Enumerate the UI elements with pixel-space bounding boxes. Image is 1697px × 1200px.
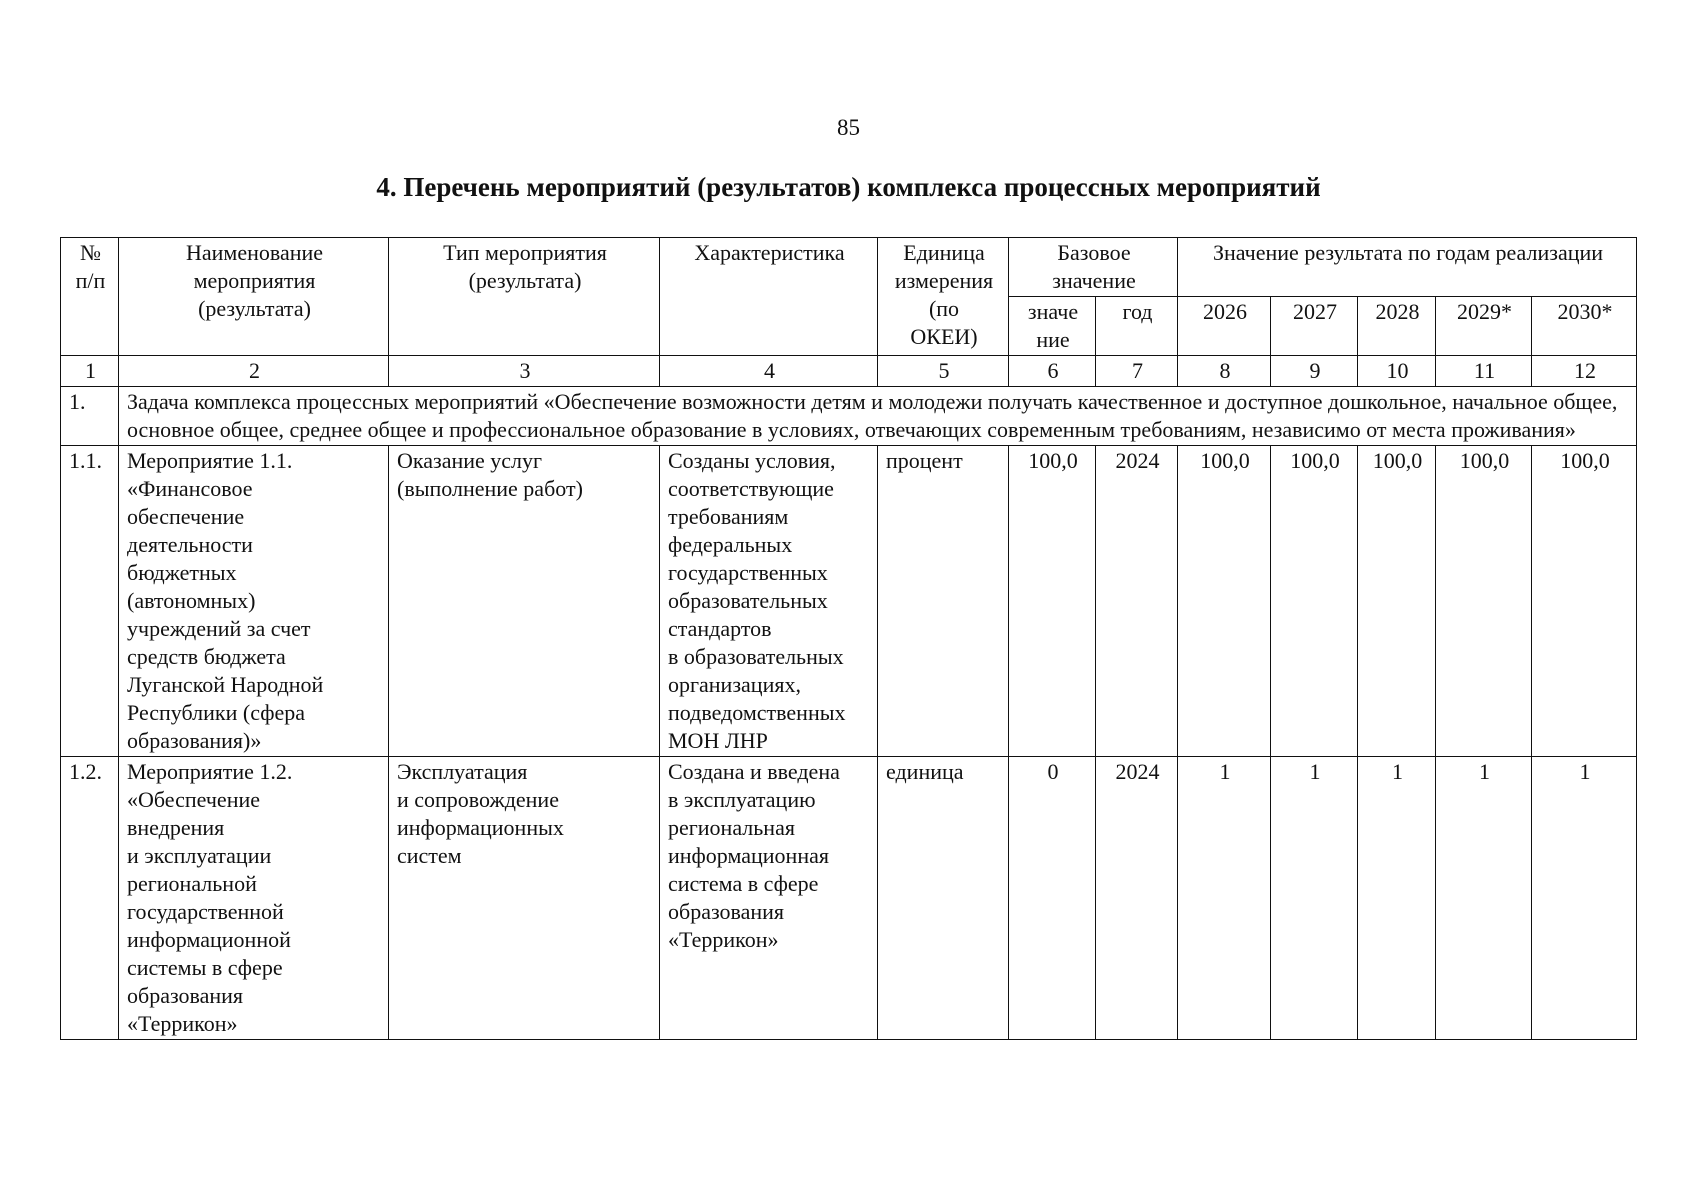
header-year: 2026	[1178, 297, 1271, 356]
page-number: 85	[837, 115, 860, 140]
row-base-year: 2024	[1096, 757, 1178, 1040]
row-characteristic: Создана и введена в эксплуатацию региональная информационная система в сфере образования «Террикон»	[660, 757, 878, 1040]
task-text: Задача комплекса процессных мероприятий «Обеспечение возможности детям и молодежи получать качественное и доступное дошкольное, начальное общее, основное общее, среднее общее и профессиональное образование в условиях, отвечающих современным требованиям, независимо от места проживания»	[119, 387, 1637, 446]
row-type: Оказание услуг (выполнение работ)	[389, 446, 660, 757]
row-year-value: 100,0	[1271, 446, 1358, 757]
header-name: Наименование мероприятия (результата)	[119, 238, 389, 356]
column-number: 3	[389, 356, 660, 387]
column-number: 8	[1178, 356, 1271, 387]
row-year-value: 100,0	[1436, 446, 1532, 757]
row-year-value: 1	[1178, 757, 1271, 1040]
table-row	[61, 446, 1637, 757]
header-num: № п/п	[61, 238, 119, 356]
header-base-year: год	[1096, 297, 1178, 356]
table-row	[61, 757, 1637, 1040]
column-number: 7	[1096, 356, 1178, 387]
column-number: 6	[1009, 356, 1096, 387]
row-num: 1.1.	[61, 446, 119, 757]
header-characteristic: Характеристика	[660, 238, 878, 356]
column-number: 10	[1358, 356, 1436, 387]
row-base-year: 2024	[1096, 446, 1178, 757]
task-row	[61, 387, 1637, 446]
column-number: 12	[1532, 356, 1637, 387]
column-number: 9	[1271, 356, 1358, 387]
row-name: Мероприятие 1.2. «Обеспечение внедрения и эксплуатации региональной государственной информационной системы в сфере образования «Террикон»	[119, 757, 389, 1040]
header-year: 2028	[1358, 297, 1436, 356]
column-number: 11	[1436, 356, 1532, 387]
header-base: Базовое значение	[1009, 238, 1178, 297]
row-year-value: 1	[1436, 757, 1532, 1040]
row-num: 1.2.	[61, 757, 119, 1040]
header-unit: Единица измерения (по ОКЕИ)	[878, 238, 1009, 356]
row-year-value: 1	[1271, 757, 1358, 1040]
header-year: 2030*	[1532, 297, 1637, 356]
row-year-value: 100,0	[1358, 446, 1436, 757]
column-number: 1	[61, 356, 119, 387]
measures-table	[60, 237, 1637, 1040]
column-number: 5	[878, 356, 1009, 387]
page-title: 4. Перечень мероприятий (результатов) комплекса процессных мероприятий	[376, 172, 1321, 202]
row-base-value: 0	[1009, 757, 1096, 1040]
column-number: 2	[119, 356, 389, 387]
header-years-group: Значение результата по годам реализации	[1178, 238, 1637, 297]
row-characteristic: Созданы условия, соответствующие требованиям федеральных государственных образовательных стандартов в образовательных организациях, подведомственных МОН ЛНР	[660, 446, 878, 757]
row-year-value: 1	[1532, 757, 1637, 1040]
header-year: 2029*	[1436, 297, 1532, 356]
column-number: 4	[660, 356, 878, 387]
column-number-row	[61, 356, 1637, 387]
row-unit: процент	[878, 446, 1009, 757]
header-row-1	[61, 238, 1637, 297]
header-type: Тип мероприятия (результата)	[389, 238, 660, 356]
task-num: 1.	[61, 387, 119, 446]
row-unit: единица	[878, 757, 1009, 1040]
row-type: Эксплуатация и сопровождение информационных систем	[389, 757, 660, 1040]
row-year-value: 100,0	[1532, 446, 1637, 757]
row-year-value: 100,0	[1178, 446, 1271, 757]
row-name: Мероприятие 1.1. «Финансовое обеспечение деятельности бюджетных (автономных) учреждений за счет средств бюджета Луганской Народной Республики (сфера образования)»	[119, 446, 389, 757]
row-year-value: 1	[1358, 757, 1436, 1040]
header-year: 2027	[1271, 297, 1358, 356]
row-base-value: 100,0	[1009, 446, 1096, 757]
header-base-value: значе ние	[1009, 297, 1096, 356]
